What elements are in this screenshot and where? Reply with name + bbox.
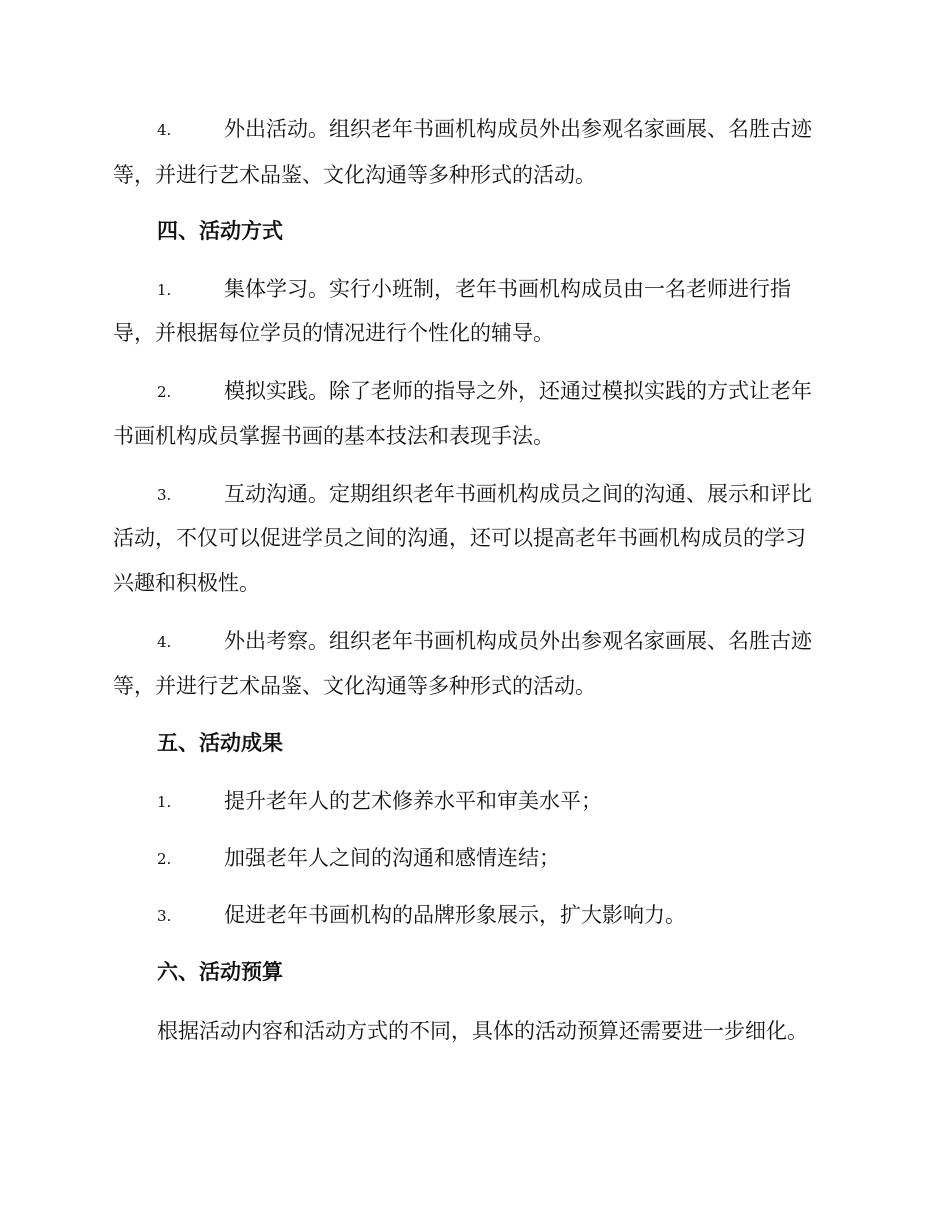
list-item-text-continued: 兴趣和积极性。 — [113, 571, 260, 595]
list-number: 4. — [157, 121, 172, 139]
list-number: 1. — [157, 281, 172, 299]
list-item-text: 加强老年人之间的沟通和感情连结； — [224, 846, 560, 870]
list-item-text-continued: 等，并进行艺术品鉴、文化沟通等多种形式的活动。 — [113, 163, 596, 187]
list-item-text: 外出活动。组织老年书画机构成员外出参观名家画展、名胜古迹 — [224, 117, 812, 141]
paragraph: 根据活动内容和活动方式的不同，具体的活动预算还需要进一步细化。 — [157, 1019, 808, 1043]
list-item-text-continued: 等，并进行艺术品鉴、文化沟通等多种形式的活动。 — [113, 674, 596, 698]
list-number: 2. — [157, 383, 172, 401]
list-item-text: 模拟实践。除了老师的指导之外，还通过模拟实践的方式让老年 — [224, 379, 812, 403]
list-number: 3. — [157, 907, 172, 925]
list-number: 4. — [157, 633, 172, 651]
list-item-text-continued: 活动，不仅可以促进学员之间的沟通，还可以提高老年书画机构成员的学习 — [113, 526, 806, 550]
list-number: 2. — [157, 850, 172, 868]
list-number: 3. — [157, 486, 172, 504]
list-item-text-continued: 书画机构成员掌握书画的基本技法和表现手法。 — [113, 424, 554, 448]
list-item-text: 提升老年人的艺术修养水平和审美水平； — [224, 789, 602, 813]
section-heading: 六、活动预算 — [157, 960, 283, 984]
list-item-text: 互动沟通。定期组织老年书画机构成员之间的沟通、展示和评比 — [224, 482, 812, 506]
list-item-text: 集体学习。实行小班制，老年书画机构成员由一名老师进行指 — [224, 277, 791, 301]
section-heading: 五、活动成果 — [157, 731, 283, 755]
list-item-text-continued: 导，并根据每位学员的情况进行个性化的辅导。 — [113, 321, 554, 345]
list-number: 1. — [157, 793, 172, 811]
list-item-text: 促进老年书画机构的品牌形象展示，扩大影响力。 — [224, 903, 686, 927]
section-heading: 四、活动方式 — [157, 219, 283, 243]
list-item-text: 外出考察。组织老年书画机构成员外出参观名家画展、名胜古迹 — [224, 629, 812, 653]
